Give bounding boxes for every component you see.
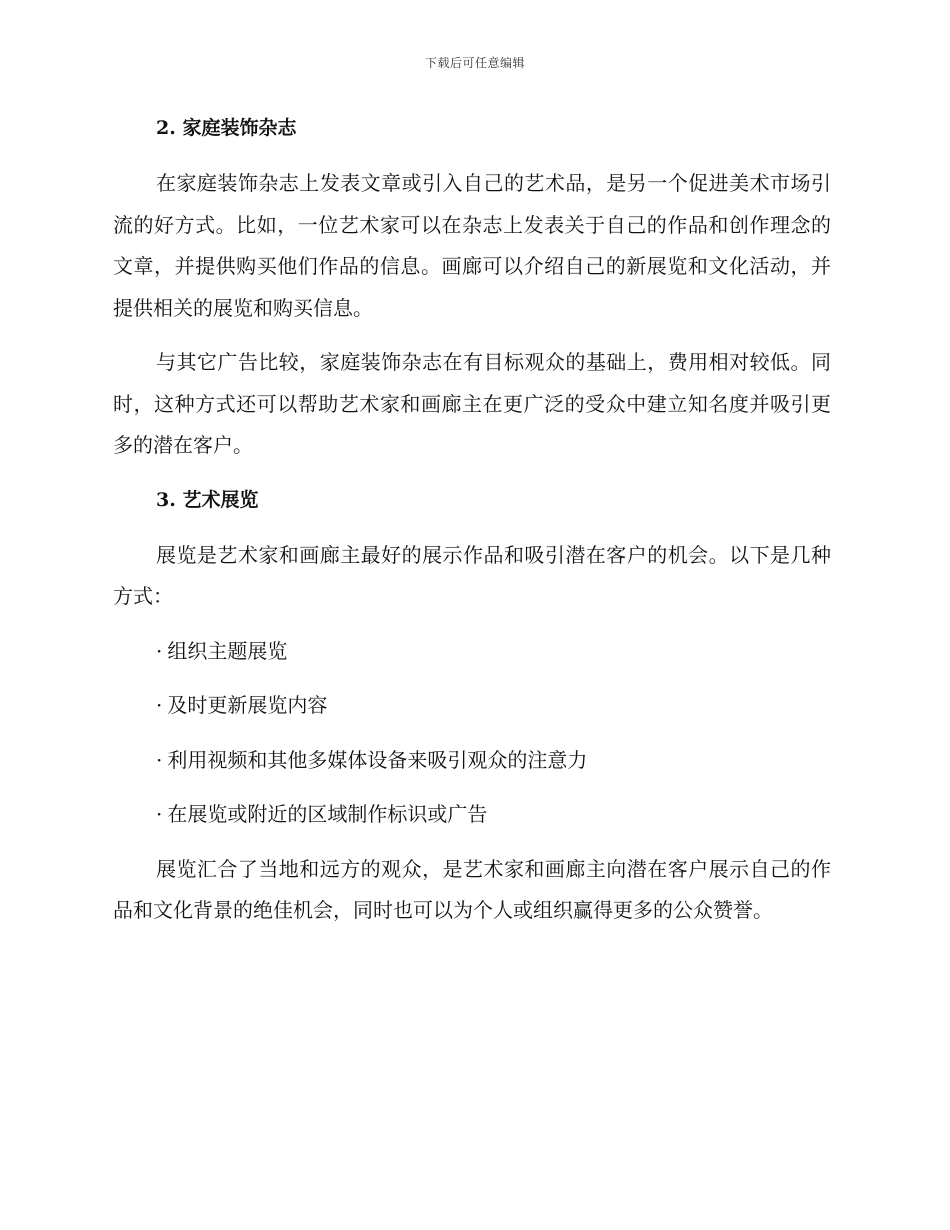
document-body (113, 108, 831, 945)
list-item-text: 及时更新展览内容 (167, 693, 328, 717)
list-item-text: 在展览或附近的区域制作标识或广告 (167, 802, 488, 826)
bullet-dot: · (156, 693, 163, 717)
list-item-text: 利用视频和其他多媒体设备来吸引观众的注意力 (167, 747, 588, 772)
paragraph-exhibition-closing: 展览汇合了当地和远方的观众，是艺术家和画廊主向潜在客户展示自己的作品和文化背景的绝佳机会，同时也可以为个人或组织赢得更多的公众赞誉。 (113, 856, 831, 922)
bullet-dot: · (156, 638, 163, 663)
paragraph-home-decor-cost: 与其它广告比较，家庭装饰杂志在有目标观众的基础上，费用相对较低。同时，这种方式还可以帮助艺术家和画廊主在更广泛的受众中建立知名度并吸引更多的潜在客户。 (113, 350, 831, 457)
section-heading-art-exhibition: 3. 艺术展览 (156, 488, 259, 511)
list-item (113, 631, 831, 673)
paragraph-exhibition-intro: 展览是艺术家和画廊主最好的展示作品和吸引潜在客户的机会。以下是几种方式： (113, 542, 831, 608)
page-header: 下载后可任意编辑 (424, 56, 525, 70)
bullet-dot: · (156, 747, 163, 772)
bullet-dot: · (156, 802, 163, 826)
list-item (113, 740, 831, 782)
list-item-text: 组织主题展览 (167, 638, 288, 663)
section-heading-home-decor: 2. 家庭装饰杂志 (156, 117, 297, 139)
paragraph-home-decor-intro: 在家庭装饰杂志上发表文章或引入自己的艺术品，是另一个促进美术市场引流的好方式。比如，一位艺术家可以在杂志上发表关于自己的作品和创作理念的文章，并提供购买他们作品的信息。画廊可以介绍自己的新展览和文化活动，并提供相关的展览和购买信息。 (113, 171, 831, 320)
list-item (113, 685, 831, 727)
list-item (113, 794, 831, 836)
